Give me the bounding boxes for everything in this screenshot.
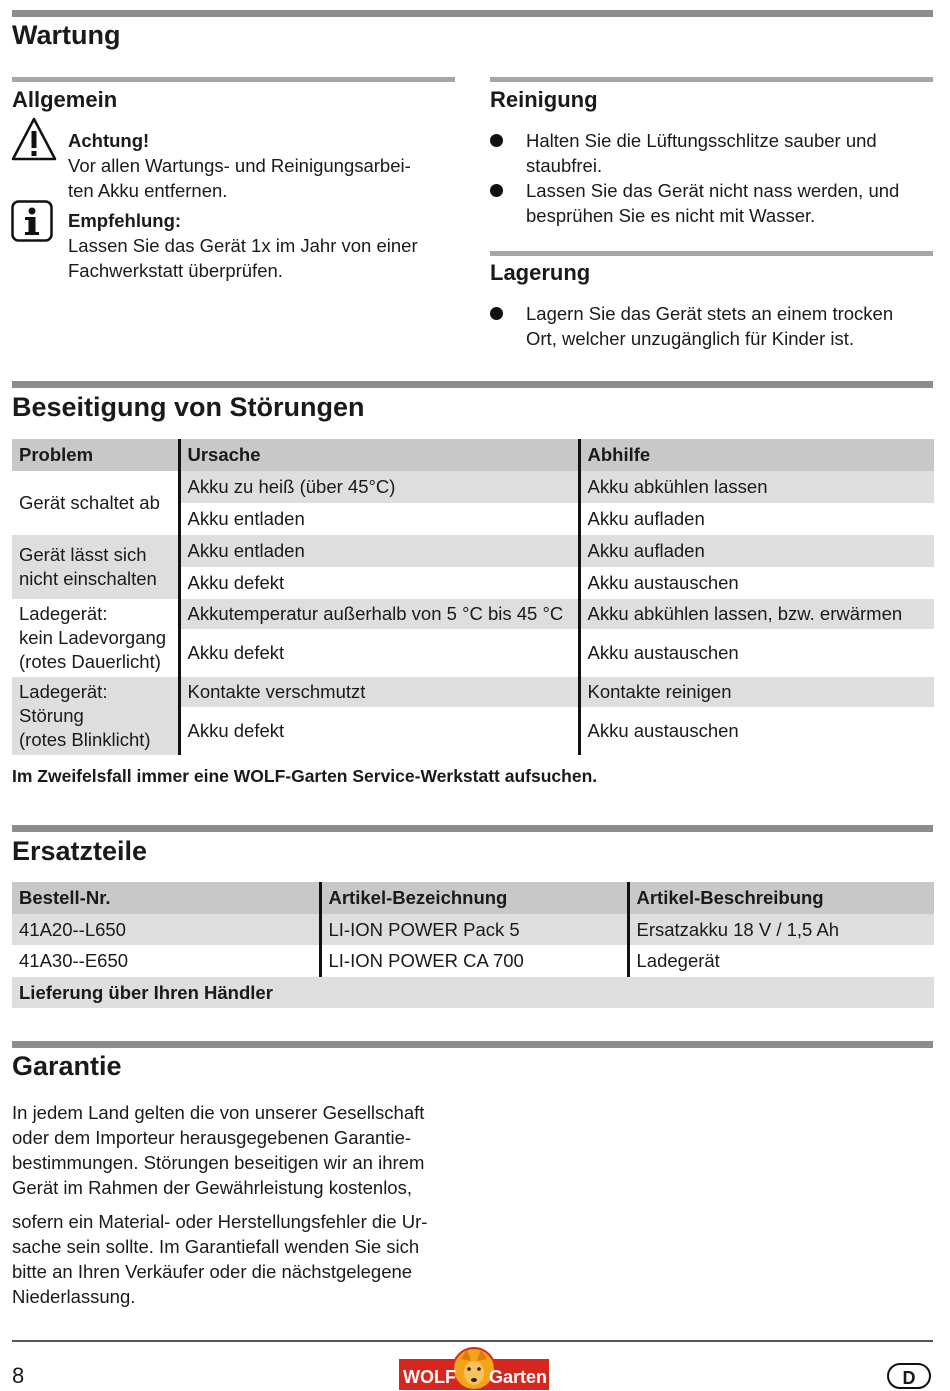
logo-text-left: WOLF	[403, 1367, 456, 1387]
list-item	[490, 301, 935, 351]
cause-cell: Akkutemperatur außerhalb von 5 °C bis 45 °C	[179, 599, 579, 629]
cause-cell: Akku defekt	[179, 707, 579, 755]
warning-triangle-icon	[10, 116, 58, 162]
article-name-cell: LI-ION POWER CA 700	[320, 945, 628, 977]
footer-divider	[12, 1340, 933, 1342]
list-item-text: Ort, welcher unzugänglich für Kinder ist.	[526, 328, 855, 349]
bullet-icon	[490, 134, 503, 147]
remedy-cell: Akku austauschen	[579, 567, 934, 599]
subsection-bar	[490, 77, 933, 82]
remedy-cell: Akku aufladen	[579, 535, 934, 567]
remedy-cell: Akku abkühlen lassen, bzw. erwärmen	[579, 599, 934, 629]
table-row	[12, 535, 934, 567]
problem-cell: Gerät lässt sich nicht einschalten	[12, 535, 179, 599]
table-header-row	[12, 439, 934, 471]
list-item	[490, 128, 935, 178]
table-row	[12, 599, 934, 629]
table-row	[12, 945, 934, 977]
list-item-text: Lassen Sie das Gerät nicht nass werden, und	[526, 180, 900, 201]
section-bar	[12, 10, 933, 17]
info-icon	[11, 200, 53, 242]
logo-text-right: Garten	[489, 1367, 548, 1387]
problem-cell: Ladegerät: Störung (rotes Blinklicht)	[12, 677, 179, 755]
table-row	[12, 677, 934, 707]
info-text: Fachwerkstatt überprüfen.	[68, 260, 283, 281]
cause-cell: Kontakte verschmutzt	[179, 677, 579, 707]
list-item	[490, 178, 935, 228]
section-bar	[12, 825, 933, 832]
remedy-cell: Akku abkühlen lassen	[579, 471, 934, 503]
table-note: Im Zweifelsfall immer eine WOLF-Garten Service-Werkstatt aufsuchen.	[12, 766, 598, 786]
section-title-stoerungen: Beseitigung von Störungen	[12, 392, 365, 422]
cause-cell: Akku defekt	[179, 567, 579, 599]
remedy-cell: Akku austauschen	[579, 629, 934, 677]
page-number: 8	[12, 1363, 25, 1388]
table-row	[12, 471, 934, 503]
info-heading: Empfehlung:	[68, 210, 182, 231]
warning-text: ten Akku entfernen.	[68, 180, 228, 201]
bullet-icon	[490, 184, 503, 197]
column-header: Problem	[12, 439, 179, 471]
language-badge: D	[887, 1363, 931, 1389]
order-number-cell: 41A20--L650	[12, 914, 320, 945]
troubleshooting-table	[12, 439, 934, 755]
table-row	[12, 914, 934, 945]
column-header: Artikel-Bezeichnung	[320, 882, 628, 914]
column-header: Abhilfe	[579, 439, 934, 471]
problem-cell: Gerät schaltet ab	[12, 471, 179, 535]
cause-cell: Akku entladen	[179, 503, 579, 535]
cause-cell: Akku defekt	[179, 629, 579, 677]
subsection-title-allgemein: Allgemein	[12, 87, 118, 112]
section-title-ersatzteile: Ersatzteile	[12, 836, 148, 866]
remedy-cell: Kontakte reinigen	[579, 677, 934, 707]
spare-parts-table	[12, 882, 934, 1008]
column-header: Artikel-Beschreibung	[628, 882, 934, 914]
warranty-paragraph: sofern ein Material- oder Herstellungsfehler die Ur- sache sein sollte. Im Garantiefall wenden Sie sich bitte an Ihren Verkäufer oder die nächstgelegene Niederlassung.	[12, 1211, 428, 1307]
table-footer-row	[12, 977, 934, 1008]
info-text: Lassen Sie das Gerät 1x im Jahr von einer	[68, 235, 418, 256]
article-description-cell: Ladegerät	[628, 945, 934, 977]
subsection-bar	[12, 77, 455, 82]
warning-text: Vor allen Wartungs- und Reinigungsarbei-	[68, 155, 411, 176]
section-bar	[12, 381, 933, 388]
column-header: Ursache	[179, 439, 579, 471]
bullet-icon	[490, 307, 503, 320]
table-header-row	[12, 882, 934, 914]
list-item-text: Lagern Sie das Gerät stets an einem trocken	[526, 303, 894, 324]
remedy-cell: Akku aufladen	[579, 503, 934, 535]
remedy-cell: Akku austauschen	[579, 707, 934, 755]
article-name-cell: LI-ION POWER Pack 5	[320, 914, 628, 945]
warranty-paragraph: In jedem Land gelten die von unserer Gesellschaft oder dem Importeur herausgegebenen Garantie- bestimmungen. Störungen beseitigen wir an ihrem Gerät im Rahmen der Gewährleistung kostenlos,	[12, 1102, 425, 1198]
wolf-head-logo	[399, 1347, 549, 1390]
list-item-text: besprühen Sie es nicht mit Wasser.	[526, 205, 816, 226]
subsection-bar	[490, 251, 933, 256]
subsection-title-reinigung: Reinigung	[490, 87, 598, 112]
section-title-wartung: Wartung	[12, 20, 121, 50]
cause-cell: Akku entladen	[179, 535, 579, 567]
article-description-cell: Ersatzakku 18 V / 1,5 Ah	[628, 914, 934, 945]
delivery-note: Lieferung über Ihren Händler	[12, 977, 934, 1008]
column-header: Bestell-Nr.	[12, 882, 320, 914]
list-item-text: staubfrei.	[526, 155, 603, 176]
problem-cell: Ladegerät: kein Ladevorgang (rotes Dauerlicht)	[12, 599, 179, 677]
warning-heading: Achtung!	[68, 130, 150, 151]
list-item-text: Halten Sie die Lüftungsschlitze sauber und	[526, 130, 877, 151]
cause-cell: Akku zu heiß (über 45°C)	[179, 471, 579, 503]
section-title-garantie: Garantie	[12, 1051, 122, 1081]
subsection-title-lagerung: Lagerung	[490, 260, 591, 285]
order-number-cell: 41A30--E650	[12, 945, 320, 977]
section-bar	[12, 1041, 933, 1048]
